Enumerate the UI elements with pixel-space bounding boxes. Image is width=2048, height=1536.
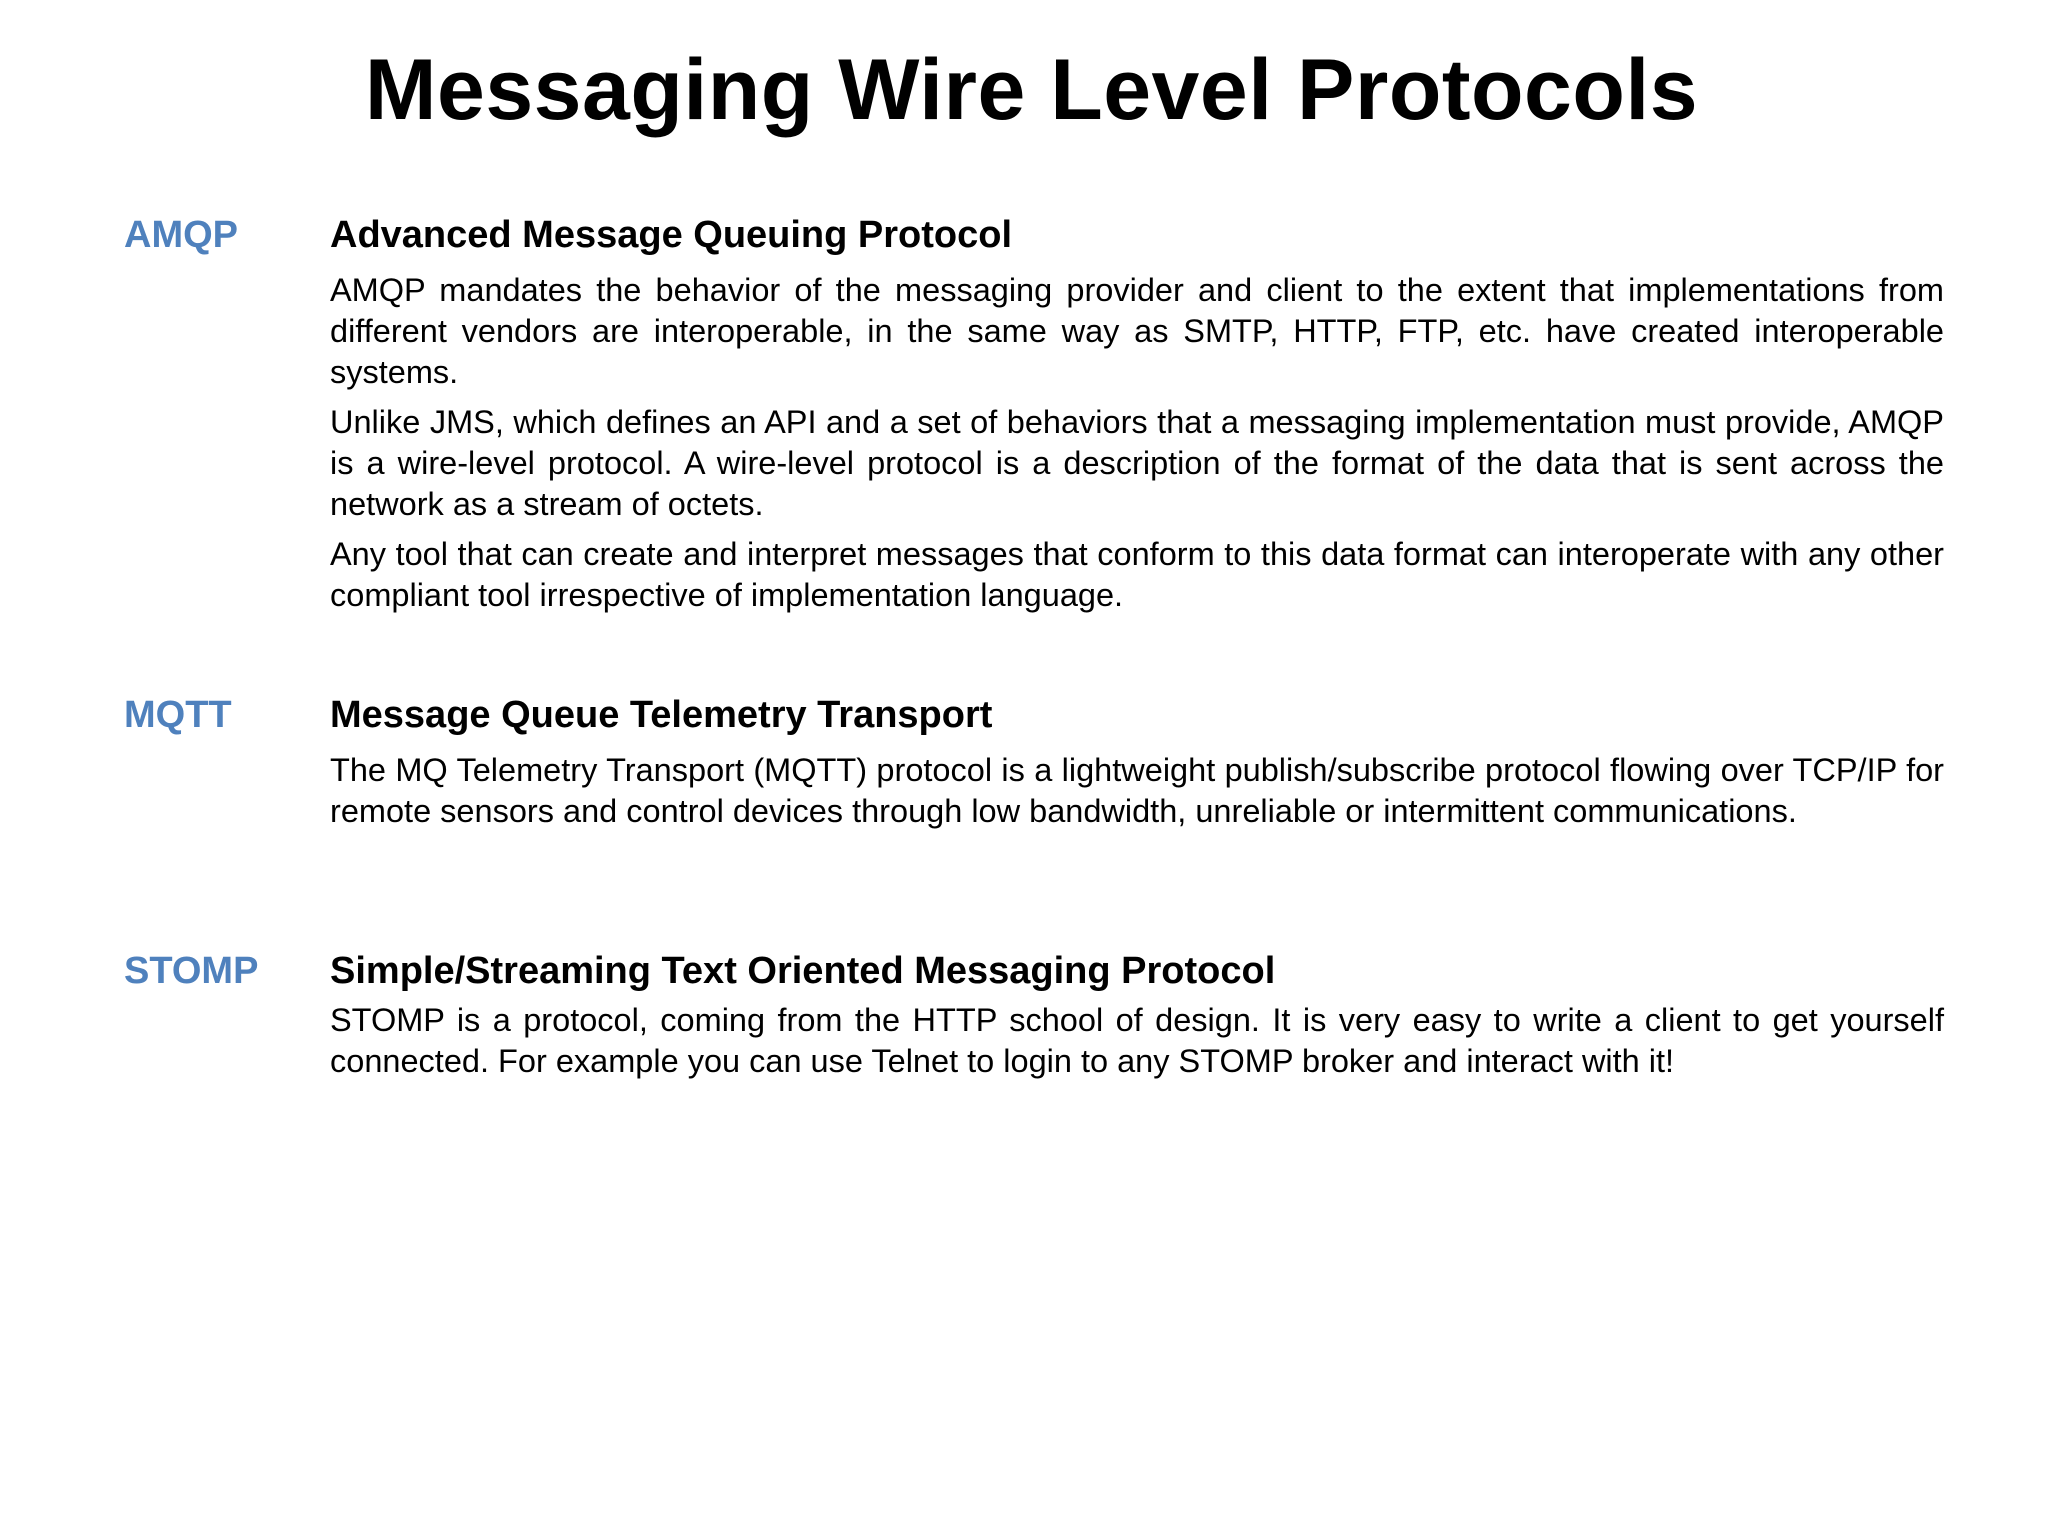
protocol-content <box>330 212 1944 616</box>
protocol-content <box>330 692 1944 832</box>
protocol-paragraph: AMQP mandates the behavior of the messaging provider and client to the extent that implementations from different vendors are interoperable, in the same way as SMTP, HTTP, FTP, etc. have created interoperable systems. <box>330 272 1944 390</box>
protocol-acronym: STOMP <box>124 950 259 992</box>
protocol-content <box>330 948 1944 1082</box>
protocol-heading: Advanced Message Queuing Protocol <box>330 214 1013 256</box>
protocol-paragraph: Any tool that can create and interpret messages that conform to this data format can interoperate with any other compliant tool irrespective of implementation language. <box>330 536 1944 613</box>
protocol-paragraph: Unlike JMS, which defines an API and a set of behaviors that a messaging implementation must provide, AMQP is a wire-level protocol. A wire-level protocol is a description of the format of the data that is sent across the network as a stream of octets. <box>330 404 1944 522</box>
protocol-acronym: MQTT <box>124 694 232 736</box>
protocol-acronym: AMQP <box>124 214 238 256</box>
protocol-paragraph: STOMP is a protocol, coming from the HTTP school of design. It is very easy to write a client to get yourself connected. For example you can use Telnet to login to any STOMP broker and interact with it! <box>330 1002 1944 1079</box>
slide-title: Messaging Wire Level Protocols <box>364 42 1699 138</box>
protocol-heading: Message Queue Telemetry Transport <box>330 694 993 736</box>
protocol-heading: Simple/Streaming Text Oriented Messaging Protocol <box>330 950 1276 992</box>
protocol-paragraph: The MQ Telemetry Transport (MQTT) protocol is a lightweight publish/subscribe protocol flowing over TCP/IP for remote sensors and control devices through low bandwidth, unreliable or intermittent communications. <box>330 752 1944 829</box>
